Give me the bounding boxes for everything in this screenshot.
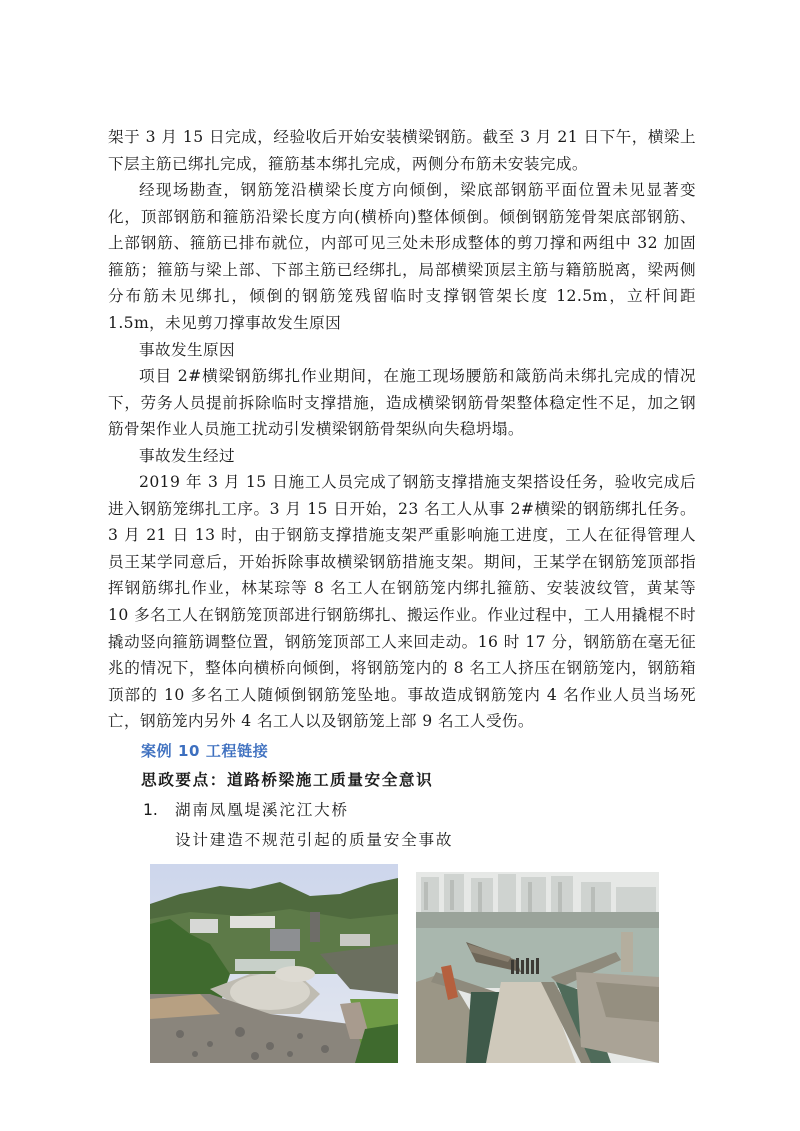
list-item-subtitle: 设计建造不规范引起的质量安全事故: [175, 831, 454, 849]
photo-collapsed-bridge-river: [416, 872, 659, 1063]
paragraph-site-investigation: 经现场勘查，钢筋笼沿横梁长度方向倾倒，梁底部钢筋平面位置未见显著变化，顶部钢筋和箍筋沿梁长度方向(横桥向)整体倾倒。倾倒钢筋笼骨架底部钢筋、上部钢筋、箍筋已排布就位，内部可见三处未形成整体的剪刀撑和两组中 32 加固箍筋；箍筋与梁上部、下部主筋已经绑扎，局部横梁顶层主筋与籍筋脱离，梁两侧分布筋未见绑扎，倾倒的钢筋笼残留临时支撑钢管架长度 12.5m，立杆间距 1.5m，未见剪刀撑事故发生原因: [108, 181, 696, 332]
collapsed-bridge-image: [150, 864, 398, 1063]
photo-collapsed-bridge-landscape: [150, 864, 398, 1063]
list-number: 1.: [143, 801, 158, 819]
case-title: 案例 10 工程链接: [141, 742, 269, 760]
ideological-point: 思政要点：道路桥梁施工质量安全意识: [141, 770, 434, 789]
subheading-accident-cause: 事故发生原因: [139, 341, 235, 359]
subheading-accident-process: 事故发生经过: [139, 447, 235, 465]
paragraph-accident-cause: 项目 2#横梁钢筋绑扎作业期间，在施工现场腰筋和箴筋尚未绑扎完成的情况下，劳务人员提前拆除临时支撑措施，造成横梁钢筋骨架整体稳定性不足，加之钢筋骨架作业人员施工扰动引发横梁钢筋骨架纵向失稳坍塌。: [108, 367, 696, 439]
paragraph-continuation: 架于 3 月 15 日完成，经验收后开始安装横梁钢筋。截至 3 月 21 日下午，横梁上下层主筋已绑扎完成，箍筋基本绑扎完成，两侧分布筋未安装完成。: [108, 128, 696, 173]
paragraph-accident-process: 2019 年 3 月 15 日施工人员完成了钢筋支撑措施支架搭设任务，验收完成后进入钢筋笼绑扎工序。3 月 15 日开始，23 名工人从事 2#横梁的钢筋绑扎任务。3 月 21 日 13 时，由于钢筋支撑措施支架严重影响施工进度，工人在征得管理人员王某学同意后，开始拆除事故横梁钢筋措施支架。期间，王某学在钢筋笼顶部指挥钢筋绑扎作业，林某琮等 8 名工人在钢筋笼内绑扎箍筋、安装波纹管，黄某等 10 多名工人在钢筋笼顶部进行钢筋绑扎、搬运作业。作业过程中，工人用撬棍不时撬动竖向箍筋调整位置，钢筋笼顶部工人来回走动。16 时 17 分，钢筋筋在毫无征兆的情况下，整体向横桥向倾倒，将钢筋笼内的 8 名工人挤压在钢筋笼内，钢筋箱顶部的 10 多名工人随倾倒钢筋笼坠地。事故造成钢筋笼内 4 名作业人员当场死亡，钢筋笼内另外 4 名工人以及钢筋笼上部 9 名工人受伤。: [108, 473, 696, 731]
list-item-title: 湖南凤凰堤溪沱江大桥: [175, 801, 349, 819]
river-bridge-image: [416, 872, 659, 1063]
list-item-bridge: [143, 798, 349, 820]
